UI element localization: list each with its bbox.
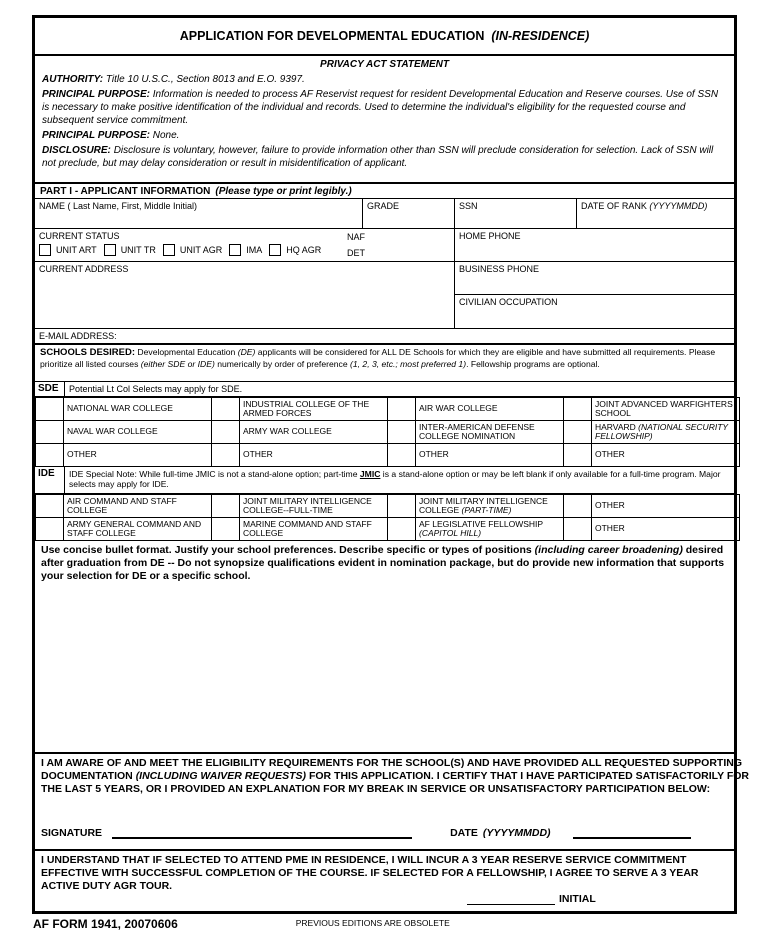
sde-note: Potential Lt Col Selects may apply for SDE. bbox=[69, 384, 243, 394]
privacy-authority: AUTHORITY: Title 10 U.S.C., Section 8013 and E.O. 9397. bbox=[42, 74, 305, 85]
ide-label: IDE bbox=[35, 467, 65, 493]
ide-priority-input[interactable] bbox=[36, 495, 64, 518]
ide-school-label: ARMY GENERAL COMMAND AND STAFF COLLEGE bbox=[64, 518, 212, 541]
date-of-rank-field[interactable] bbox=[577, 199, 734, 228]
sde-priority-input[interactable] bbox=[388, 398, 416, 421]
status-option-unit-art[interactable]: UNIT ART bbox=[39, 244, 97, 256]
sde-priority-input[interactable] bbox=[212, 421, 240, 444]
home-phone-label: HOME PHONE bbox=[459, 231, 521, 241]
sde-school-label: HARVARD (NATIONAL SECURITY FELLOWSHIP) bbox=[592, 421, 740, 444]
privacy-act-section bbox=[35, 56, 734, 184]
sde-priority-input[interactable] bbox=[212, 444, 240, 467]
sde-priority-input[interactable] bbox=[36, 398, 64, 421]
name-field[interactable] bbox=[35, 199, 363, 228]
date-label: DATE bbox=[450, 827, 478, 839]
ide-school-label: JOINT MILITARY INTELLIGENCE COLLEGE (PART-TIME) bbox=[416, 495, 564, 518]
sde-school-label: AIR WAR COLLEGE bbox=[416, 398, 564, 421]
privacy-heading: PRIVACY ACT STATEMENT bbox=[320, 59, 449, 70]
ssn-label: SSN bbox=[459, 201, 478, 211]
business-phone-label: BUSINESS PHONE bbox=[459, 264, 540, 274]
sde-school-label: ARMY WAR COLLEGE bbox=[240, 421, 388, 444]
sde-school-label: OTHER bbox=[240, 444, 388, 467]
email-label: E-MAIL ADDRESS: bbox=[39, 331, 117, 341]
ide-priority-input[interactable] bbox=[564, 518, 592, 541]
ide-priority-input[interactable] bbox=[212, 518, 240, 541]
signature-label: SIGNATURE bbox=[41, 827, 103, 839]
af-form-1941 bbox=[32, 15, 749, 914]
justification-instructions: Use concise bullet format. Justify your school preferences. Describe specific or types of positions (including career broadening) desired after graduation from DE -- Do not synopsize qualifications evident in nomination package, but do provide new information that supports your selection for DE or a specific school. bbox=[41, 544, 725, 583]
sde-school-table bbox=[35, 397, 740, 467]
date-format: (YYYYMMDD) bbox=[482, 827, 551, 839]
initial-line[interactable] bbox=[467, 893, 555, 905]
sde-school-label: OTHER bbox=[64, 444, 212, 467]
grade-field[interactable] bbox=[363, 199, 455, 228]
sde-priority-input[interactable] bbox=[212, 398, 240, 421]
ide-note: IDE Special Note: While full-time JMIC is not a stand-alone option; part-time JMIC is a stand-alone option or may be left blank if only available for a full-time program. Major selects may apply for IDE. bbox=[69, 469, 721, 490]
privacy-principal-purpose-2: PRINCIPAL PURPOSE: None. bbox=[42, 130, 180, 141]
sde-priority-input[interactable] bbox=[36, 421, 64, 444]
checkbox-icon[interactable] bbox=[104, 244, 116, 256]
sde-school-label: NAVAL WAR COLLEGE bbox=[64, 421, 212, 444]
current-address-label: CURRENT ADDRESS bbox=[39, 264, 129, 274]
status-option-hq-agr[interactable]: HQ AGR bbox=[269, 244, 321, 256]
form-title-suffix: (IN-RESIDENCE) bbox=[491, 29, 590, 43]
checkbox-icon[interactable] bbox=[229, 244, 241, 256]
sde-label: SDE bbox=[35, 382, 65, 396]
name-label: NAME ( Last Name, First, Middle Initial) bbox=[39, 201, 198, 211]
sde-school-label: INDUSTRIAL COLLEGE OF THE ARMED FORCES bbox=[240, 398, 388, 421]
status-checkbox-row bbox=[39, 244, 450, 256]
home-phone-field[interactable] bbox=[455, 229, 734, 261]
schools-desired-label: SCHOOLS DESIRED: bbox=[40, 347, 136, 358]
ide-priority-input[interactable] bbox=[212, 495, 240, 518]
signature-line[interactable] bbox=[112, 825, 412, 839]
certification-statement: I AM AWARE OF AND MEET THE ELIGIBILITY REQUIREMENTS FOR THE SCHOOL(S) AND HAVE PROVIDED ALL REQUESTED SUPPORTING DOCUMENTATION (INCLUDING WAIVER REQUESTS) FOR THIS APPLICATION. I CERTIFY THAT I HAVE PARTICIPATED SATISFACTORILY FOR THE LAST 5 YEARS, OR I PROVIDED AN EXPLANATION FOR MY BREAK IN SERVICE OR UNSATISFACTORY PARTICIPATION BELOW: bbox=[41, 757, 749, 796]
det-label: DET bbox=[347, 248, 365, 258]
checkbox-icon[interactable] bbox=[163, 244, 175, 256]
ide-school-label: JOINT MILITARY INTELLIGENCE COLLEGE--FULL-TIME bbox=[240, 495, 388, 518]
checkbox-icon[interactable] bbox=[269, 244, 281, 256]
sde-priority-input[interactable] bbox=[36, 444, 64, 467]
commitment-statement: I UNDERSTAND THAT IF SELECTED TO ATTEND PME IN RESIDENCE, I WILL INCUR A 3 YEAR RESERVE SERVICE COMMITMENT EFFECTIVE WITH SUCCESSFUL COMPLETION OF THE COURSE. IF SELECTED FOR A FELLOWSHIP, I AGREE TO SERVE A 3 YEAR ACTIVE DUTY AGR TOUR. bbox=[41, 854, 699, 893]
checkbox-icon[interactable] bbox=[39, 244, 51, 256]
ide-school-label: MARINE COMMAND AND STAFF COLLEGE bbox=[240, 518, 388, 541]
status-option-unit-agr[interactable]: UNIT AGR bbox=[163, 244, 222, 256]
table-row bbox=[36, 444, 740, 467]
civilian-occupation-field[interactable] bbox=[455, 295, 734, 328]
current-status-label: CURRENT STATUS bbox=[39, 231, 120, 241]
schools-desired-intro: SCHOOLS DESIRED: Developmental Education (DE) applicants will be considered for ALL DE Schools for which they are eligible and have submitted all requirements. Please prioritize all listed courses (either SDE or IDE) numerically by order of preference (1, 2, 3, etc.; most preferred 1). Fellowship programs are optional. bbox=[35, 345, 734, 382]
table-row bbox=[36, 421, 740, 444]
sde-header bbox=[35, 382, 734, 397]
civilian-occupation-label: CIVILIAN OCCUPATION bbox=[459, 297, 558, 307]
sde-school-label: JOINT ADVANCED WARFIGHTERS SCHOOL bbox=[592, 398, 740, 421]
jmic-underlined: JMIC bbox=[359, 469, 381, 479]
name-row bbox=[35, 199, 734, 229]
previous-editions-note: PREVIOUS EDITIONS ARE OBSOLETE bbox=[295, 918, 450, 928]
ide-priority-input[interactable] bbox=[564, 495, 592, 518]
ide-priority-input[interactable] bbox=[388, 495, 416, 518]
status-option-unit-tr[interactable]: UNIT TR bbox=[104, 244, 156, 256]
ide-priority-input[interactable] bbox=[388, 518, 416, 541]
phone-occupation-column bbox=[455, 262, 734, 328]
certification-section bbox=[35, 754, 749, 851]
table-row bbox=[36, 518, 740, 541]
form-number: AF FORM 1941, 20070606 bbox=[33, 917, 178, 931]
current-address-field[interactable] bbox=[35, 262, 455, 328]
business-phone-field[interactable] bbox=[455, 262, 734, 295]
ide-school-label: OTHER bbox=[592, 518, 740, 541]
ide-school-label: AF LEGISLATIVE FELLOWSHIP (CAPITOL HILL) bbox=[416, 518, 564, 541]
form-footer bbox=[0, 914, 768, 931]
table-row bbox=[36, 495, 740, 518]
sde-priority-input[interactable] bbox=[564, 444, 592, 467]
date-of-rank-format: (YYYYMMDD) bbox=[649, 201, 708, 211]
part1-header: PART I - APPLICANT INFORMATION (Please type or print legibly.) bbox=[35, 184, 734, 199]
current-status-field bbox=[35, 229, 455, 261]
naf-label: NAF bbox=[347, 232, 365, 242]
date-line[interactable] bbox=[573, 825, 691, 839]
ide-school-table bbox=[35, 494, 740, 541]
form-title-bar bbox=[35, 18, 734, 56]
initial-label: INITIAL bbox=[559, 893, 596, 905]
signature-row bbox=[41, 825, 724, 839]
status-row bbox=[35, 229, 734, 262]
sde-school-label: OTHER bbox=[416, 444, 564, 467]
grade-label: GRADE bbox=[367, 201, 400, 211]
initial-row bbox=[467, 893, 596, 905]
sde-priority-input[interactable] bbox=[564, 421, 592, 444]
email-field[interactable] bbox=[35, 329, 121, 343]
sde-school-label: NATIONAL WAR COLLEGE bbox=[64, 398, 212, 421]
ssn-field[interactable] bbox=[455, 199, 577, 228]
privacy-disclosure: DISCLOSURE: Disclosure is voluntary, however, failure to provide information other than SSN will preclude consideration for selection. Lack of SSN will not preclude, but may delay consideration or result in misidentification of applicant. bbox=[42, 145, 714, 169]
email-row bbox=[35, 329, 734, 345]
date-of-rank-label: DATE OF RANK bbox=[581, 201, 647, 211]
privacy-principal-purpose: PRINCIPAL PURPOSE: Information is needed to process AF Reservist request for resident Developmental Education and Reserve courses. Use of SSN is necessary to make positive identification of the individual and records. Used to determine the individual's eligibility for the requested course and subsequent service commitment. bbox=[42, 89, 719, 126]
status-option-ima[interactable]: IMA bbox=[229, 244, 262, 256]
sde-priority-input[interactable] bbox=[388, 421, 416, 444]
ide-school-label: OTHER bbox=[592, 495, 740, 518]
sde-school-label: INTER-AMERICAN DEFENSE COLLEGE NOMINATION bbox=[416, 421, 564, 444]
ide-header bbox=[35, 467, 734, 494]
form-title: APPLICATION FOR DEVELOPMENTAL EDUCATION bbox=[179, 29, 485, 43]
commitment-section bbox=[35, 851, 734, 911]
sde-school-label: OTHER bbox=[592, 444, 740, 467]
ide-school-label: AIR COMMAND AND STAFF COLLEGE bbox=[64, 495, 212, 518]
ide-priority-input[interactable] bbox=[36, 518, 64, 541]
sde-priority-input[interactable] bbox=[388, 444, 416, 467]
address-row bbox=[35, 262, 734, 329]
table-row bbox=[36, 398, 740, 421]
justification-area[interactable] bbox=[35, 541, 734, 754]
sde-priority-input[interactable] bbox=[564, 398, 592, 421]
